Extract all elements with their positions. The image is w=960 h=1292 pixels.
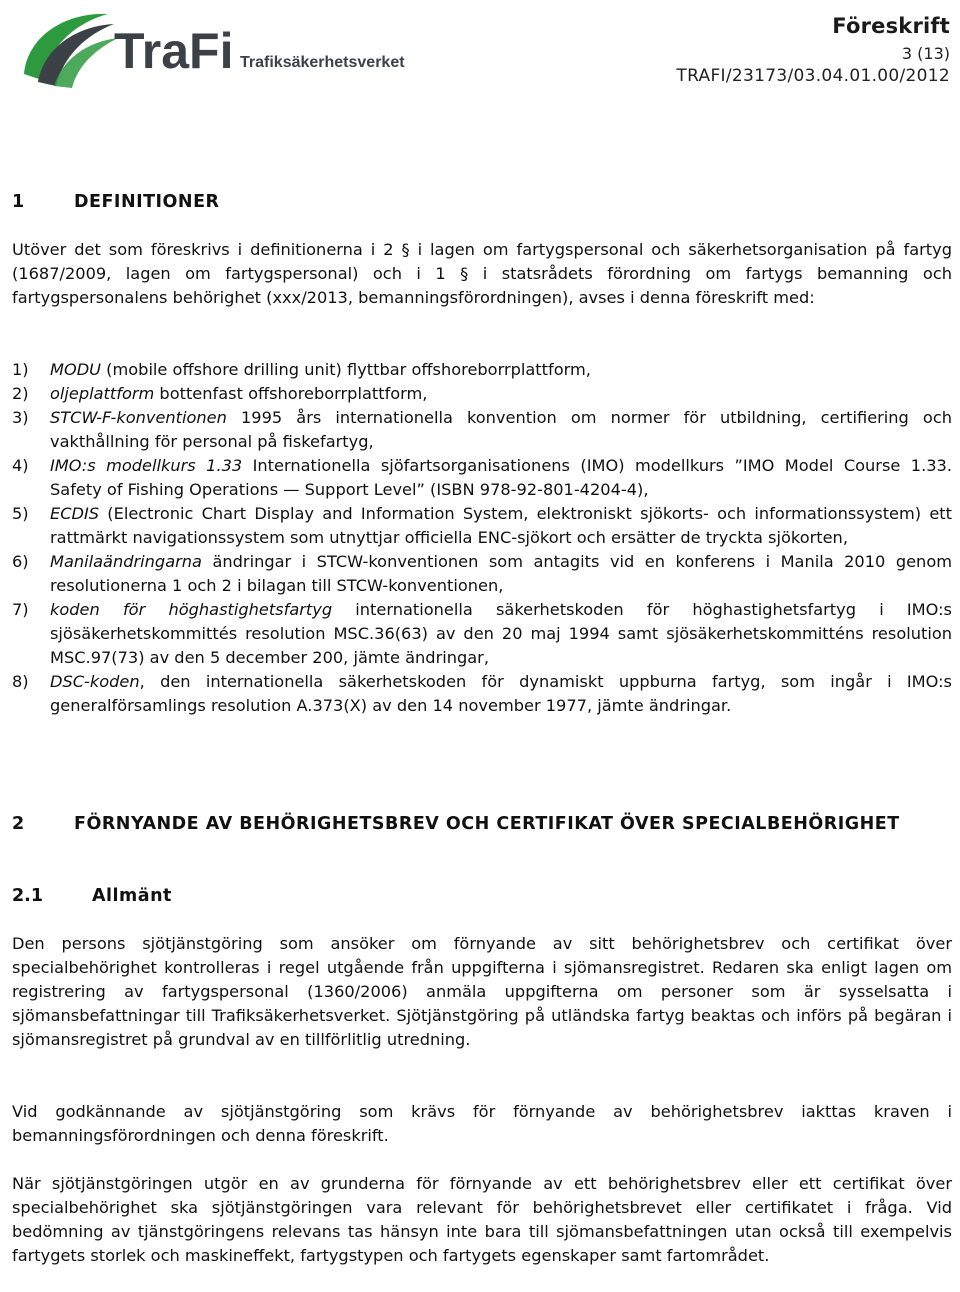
logo-wordmark: TraFi bbox=[114, 23, 234, 79]
item-number: 4) bbox=[12, 456, 29, 475]
item-text: internationella säkerhetskoden för höghastighetsfartyg i IMO:s sjösäkerhetskommittés resolution MSC.36(63) av den 20 maj 1994 samt sjösäkerhetskommitténs resolution MSC.97(73) av den 5 december 200, jämte ändringar, bbox=[50, 600, 952, 667]
item-number: 3) bbox=[12, 408, 29, 427]
item-number: 1) bbox=[12, 360, 29, 379]
item-number: 5) bbox=[12, 504, 29, 523]
paragraph-relevance: När sjötjänstgöringen utgör en av grunderna för förnyande av ett behörighetsbrev eller ett certifikat över specialbehörighet ska sjötjänstgöringen vara relevant för behörighetsbrevet eller certifikatet i fråga. Vid bedömning av tjänstgöringens relevans tas hänsyn inte bara till sjömansbefattningen utan också till exempelvis fartygets storlek och maskineffekt, fartygstypen och fartygets egenskaper samt fartområdet. bbox=[12, 1174, 952, 1265]
item-term: koden för höghastighetsfartyg bbox=[50, 600, 333, 619]
item-number: 7) bbox=[12, 600, 29, 619]
definition-item bbox=[12, 550, 952, 598]
definition-item bbox=[12, 406, 952, 454]
section-1-heading bbox=[12, 190, 952, 214]
item-text: bottenfast offshoreborrplattform, bbox=[154, 384, 428, 403]
trafi-logo bbox=[18, 4, 418, 92]
paragraph-service-control: Den persons sjötjänstgöring som ansöker om förnyande av sitt behörighetsbrev och certifikat över specialbehörighet kontrolleras i regel utgående från uppgifterna i sjömansregistret. Redaren ska enligt lagen om registrering av fartygspersonal (1360/2006) anmäla uppgifterna om personer som är sysselsatta i sjömansbefattningar till Trafiksäkerhetsverket. Sjötjänstgöring på utländska fartyg beaktas och införs på begäran i sjömansregistret på grundval av en tillförlitlig utredning. bbox=[12, 934, 952, 1049]
logo-subtitle: Trafiksäkerhetsverket bbox=[240, 54, 405, 71]
section-title: Allmänt bbox=[92, 886, 172, 906]
item-text: (mobile offshore drilling unit) flyttbar offshoreborrplattform, bbox=[101, 360, 591, 379]
section-2-1-heading bbox=[12, 884, 952, 908]
page-number: 3 (13) bbox=[901, 44, 950, 63]
item-text: ändringar i STCW-konventionen som antagits vid en konferens i Manila 2010 genom resolutionerna 1 och 2 i bilagan till STCW-konventionen, bbox=[50, 552, 952, 595]
item-number: 2) bbox=[12, 384, 29, 403]
trafi-swoosh-icon bbox=[24, 14, 118, 88]
definition-item bbox=[12, 454, 952, 502]
item-term: STCW-F-konventionen bbox=[50, 408, 227, 427]
document-type: Föreskrift bbox=[832, 14, 950, 38]
paragraph-approval: Vid godkännande av sjötjänstgöring som krävs för förnyande av behörighetsbrev iakttas kraven i bemanningsförordningen och denna föreskrift. bbox=[12, 1102, 952, 1145]
item-number: 6) bbox=[12, 552, 29, 571]
section-title: FÖRNYANDE AV BEHÖRIGHETSBREV OCH CERTIFIKAT ÖVER SPECIALBEHÖRIGHET bbox=[74, 814, 900, 834]
item-text: (Electronic Chart Display and Information System, elektroniskt sjökorts- och informationssystem) ett rattmärkt navigationssystem som utnyttjar officiella ENC-sjökort och ersätter de tryckta sjökorten, bbox=[50, 504, 952, 547]
section-number: 2.1 bbox=[12, 886, 44, 906]
section-2-heading bbox=[12, 812, 952, 836]
definition-item bbox=[12, 502, 952, 550]
item-text: Internationella sjöfartsorganisationens (IMO) modellkurs ”IMO Model Course 1.33. Safety of Fishing Operations — Support Level” (ISBN 978-92-801-4204-4), bbox=[50, 456, 952, 499]
definition-item bbox=[12, 598, 952, 670]
item-term: ECDIS bbox=[50, 504, 100, 523]
section-number: 1 bbox=[12, 192, 25, 212]
item-text: 1995 års internationella konvention om normer för utbildning, certifiering och vakthållning för personal på fiskefartyg, bbox=[50, 408, 952, 451]
section-number: 2 bbox=[12, 814, 25, 834]
definition-item bbox=[12, 670, 952, 718]
item-term: DSC-koden bbox=[50, 672, 140, 691]
definition-item bbox=[12, 358, 952, 382]
item-term: IMO:s modellkurs 1.33 bbox=[50, 456, 243, 475]
definition-item bbox=[12, 382, 952, 406]
item-text: , den internationella säkerhetskoden för dynamiskt uppburna fartyg, som ingår i IMO:s generalförsamlings resolution A.373(X) av den 14 november 1977, jämte ändringar. bbox=[50, 672, 952, 715]
item-term: Manilaändringarna bbox=[50, 552, 202, 571]
item-term: oljeplattform bbox=[50, 384, 155, 403]
item-term: MODU bbox=[50, 360, 102, 379]
document-reference: TRAFI/23173/03.04.01.00/2012 bbox=[676, 66, 950, 86]
definitions-intro: Utöver det som föreskrivs i definitionerna i 2 § i lagen om fartygspersonal och säkerhetsorganisation på fartyg (1687/2009, lagen om fartygspersonal) och i 1 § i statsrådets förordning om fartygs bemanning och fartygspersonalens behörighet (xxx/2013, bemanningsförordningen), avses i denna föreskrift med: bbox=[12, 240, 952, 307]
section-title: DEFINITIONER bbox=[74, 192, 220, 212]
definitions-list bbox=[12, 358, 952, 718]
item-number: 8) bbox=[12, 672, 29, 691]
